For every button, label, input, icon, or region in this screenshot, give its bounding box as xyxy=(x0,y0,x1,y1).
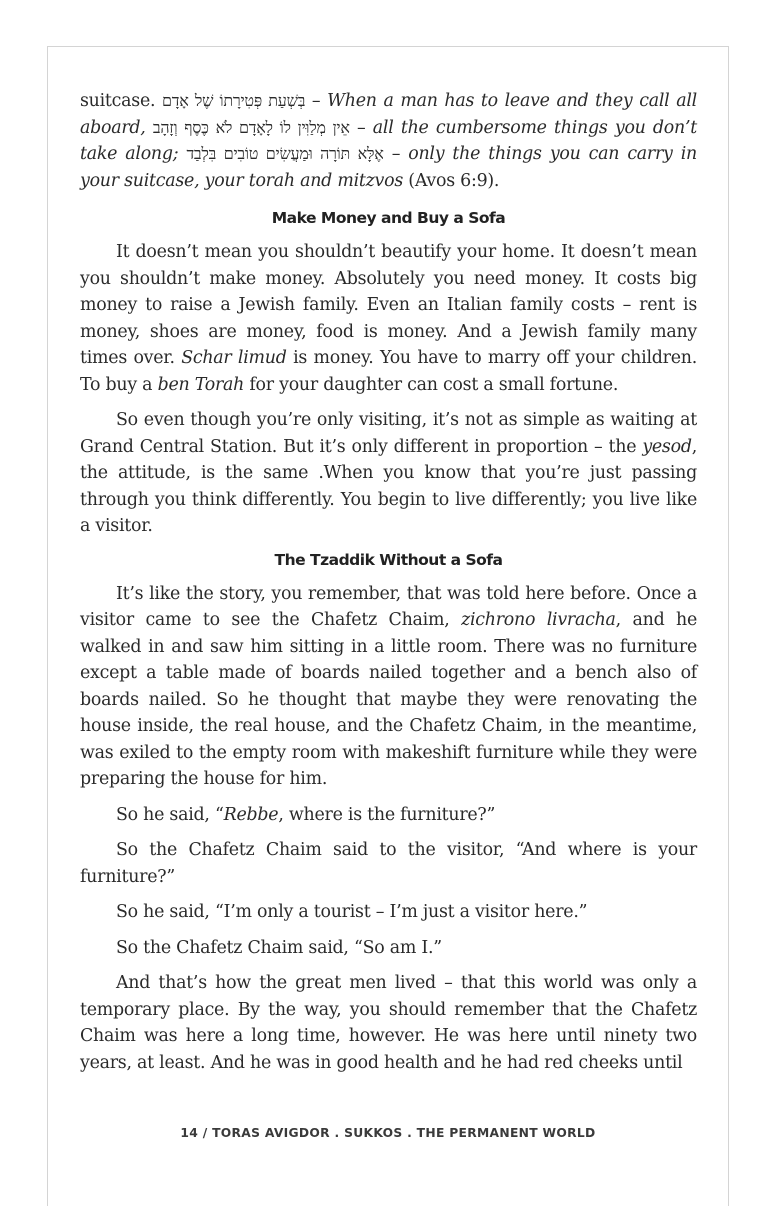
text-run: So he said, “ xyxy=(116,804,224,825)
dash: – xyxy=(383,144,409,164)
text-run: So even though you’re only visiting, it’s not as simple as waiting at Grand Central Station. But it’s only different in proportion – the xyxy=(80,410,697,457)
italic-translation: When a man has to leave and they call all aboard, xyxy=(80,91,697,138)
paragraph: And that’s how the great men lived – that this world was only a temporary place. By the way, you should remember that the Chafetz Chaim was here a long time, however. He was here until ninety two years, at least. And he was in good health and he had red cheeks until xyxy=(80,973,697,1073)
text-run: is money. You have to marry off your children. To buy a xyxy=(80,348,697,395)
hebrew-phrase: בְּשְׁעַת פְּטִירָתוֹ שֶׁל אָדָם xyxy=(162,91,306,110)
paragraph: So the Chafetz Chaim said to the visitor, “And where is your furniture?” xyxy=(80,840,697,887)
paragraph xyxy=(80,239,697,398)
paragraph: So the Chafetz Chaim said, “So am I.” xyxy=(116,937,442,958)
text-run: It doesn’t mean you shouldn’t beautify your home. It doesn’t mean you shouldn’t make money. Absolutely you need money. It costs big money to raise a Jewish family. Even an Italian family costs – rent is money, shoes are money, food is money. And a Jewish family many times over. xyxy=(80,242,697,368)
paragraph xyxy=(80,407,697,540)
text-run: It’s like the story, you remember, that was told here before. Once a visitor came to see the Chafetz Chaim, xyxy=(80,583,697,630)
italic-translation: all the cumbersome things you don’t take along; xyxy=(80,117,697,164)
hebrew-phrase: אֶלָּא תּוֹרָה וּמַעֲשִׂים טוֹבִים בִּלְבַד xyxy=(186,144,384,163)
text-run: , and he walked in and saw him sitting in a little room. There was no furniture except a table made of boards nailed together and a bench also of boards nailed. So he thought that maybe they were renovating the house inside, the real house, and the Chafetz Chaim, in the meantime, was exiled to the empty room with makeshift furniture while they were preparing the house for him. xyxy=(80,610,697,789)
italic-term: Schar limud xyxy=(181,348,287,368)
italic-term: Rebbe xyxy=(223,804,279,825)
italic-term: ben Torah xyxy=(157,374,245,395)
text-run: , the attitude, is the same .When you know that you’re just passing through you think differently. You begin to live differently; you live like a visitor. xyxy=(80,436,697,536)
italic-term: yesod xyxy=(642,436,692,457)
section-heading: Make Money and Buy a Sofa xyxy=(271,209,506,227)
paragraph: So he said, “I’m only a tourist – I’m just a visitor here.” xyxy=(116,902,588,922)
text-run: suitcase. xyxy=(80,91,163,111)
section-heading: The Tzaddik Without a Sofa xyxy=(274,550,503,569)
paragraph-avos-quote xyxy=(80,88,697,194)
paragraph xyxy=(80,802,697,829)
text-run: for your daughter can cost a small fortune. xyxy=(244,374,619,395)
dash: – xyxy=(349,117,373,138)
hebrew-phrase: אֵין מְלַוִּין לוֹ לָאָדָם לֹא כֶּסֶף וְזָהָב xyxy=(152,117,350,137)
body-text xyxy=(80,88,697,1085)
citation: (Avos 6:9). xyxy=(403,170,500,191)
italic-translation: only the things you can carry in your suitcase, your torah and mitzvos xyxy=(80,144,697,191)
text-run: , where is the furniture?” xyxy=(278,804,496,825)
page-footer: 14 / TORAS AVIGDOR . SUKKOS . THE PERMANENT WORLD xyxy=(180,1126,596,1140)
dash: – xyxy=(305,91,328,111)
italic-term: zichrono livracha xyxy=(461,610,616,630)
paragraph xyxy=(80,581,697,793)
